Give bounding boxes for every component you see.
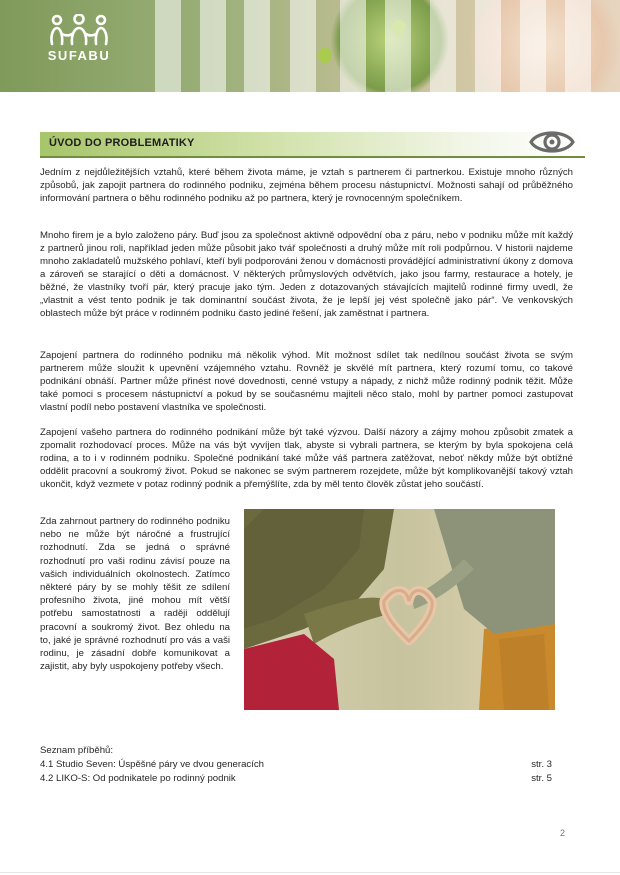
side-paragraph: Zda zahrnout partnery do rodinného podniku nebo ne může být náročné a frustrující rozhodnutí. Zda se jedná o správné rozhodnutí pro vaši rodinu závisí pouze na vašich individuálních okolnostech. Zatímco některé páry by se mohly těšit ze sdílení profesního života, jiné mohou mít větší potřebu samostatnosti a raději oddělují pracovní a soukromý život. Bez ohledu na to, jaké je správné rozhodnutí pro vás a vaši rodinu, je zásadní dobře komunikovat a zajistit, aby byly uspokojeny potřeby všech. <box>40 516 230 673</box>
footer-divider <box>0 872 620 873</box>
section-heading <box>40 132 585 158</box>
paragraph-intro: Jedním z nejdůležitějších vztahů, které během života máme, je vztah s partnerem či partnerkou. Existuje mnoho různých způsobů, jak zapojit partnera do rodinného podniku, zejména během procesu nástupnictví. Možnosti sahají od průběžného informování partnera o běhu rodinného podniku až po partnera, který je rovnocenným společníkem. <box>40 167 573 204</box>
story-label: 4.2 LIKO-S: Od podnikatele po rodinný podnik <box>40 773 236 784</box>
paragraph-couples: Mnoho firem je a bylo založeno páry. Buď jsou za společnost aktivně odpovědní oba z páru, nebo v podniku může mít každý z partnerů jinou roli, například jeden může působit jako tvář společnosti a druhý může mít roli podpůrnou. V historii najdeme mnoho zakladatelů mužského pohlaví, kteří byli podporováni ženou v domácnosti provádějící administrativní úkony z domova a zároveň se starající o děti a domácnost. V některých průmyslových odvětvích, jako jsou farmy, restaurace a hotely, je běžné, že vlastníky tvoří pár, který pracuje jako tým. Jeden z dotazovaných stávajících majitelů rodinné firmy uvedl, že „vlastnit a vést tento podnik je tak dominantní součást života, že je lepší jej vést společně jako pár“. Ve venkovských oblastech může být práce v rodinném podniku často jediné řešení, jak zaměstnat i partnera. <box>40 230 573 319</box>
page-number: 2 <box>560 828 566 838</box>
couple-heart-hands-photo <box>244 509 555 710</box>
story-page: str. 5 <box>531 773 552 784</box>
family-logo-icon <box>48 14 110 46</box>
section-title: ÚVOD DO PROBLEMATIKY <box>49 137 195 149</box>
header-banner <box>0 0 620 92</box>
sufabu-logo <box>44 14 114 63</box>
paragraph-challenges: Zapojení vašeho partnera do rodinného podnikání může být také výzvou. Další názory a zájmy mohou způsobit zmatek a zpomalit rozhodovací proces. Může na vás být vyvíjen tlak, abyste si vybrali partnera, se kterým by byla spokojena celá rodina, a to i v rodinném podniku. Společné podnikání také může váš partnera zatěžovat, neboť někdy může být obtížné oddělit pracovní a soukromý život. Pokud se nakonec se svým partnerem rozejdete, může být komplikovanější takový vztah ukončit, když vezmete v potaz rodinný podnik a přemýšlíte, zda by měl tento člověk zůstat jeho součástí. <box>40 427 573 490</box>
story-item[interactable] <box>40 773 552 786</box>
story-page: str. 3 <box>531 759 552 770</box>
eye-icon <box>528 125 576 159</box>
logo-text: SUFABU <box>47 48 111 63</box>
story-label: 4.1 Studio Seven: Úspěšné páry ve dvou generacích <box>40 759 264 770</box>
stories-title: Seznam příběhů: <box>40 745 114 756</box>
paragraph-advantages: Zapojení partnera do rodinného podniku má několik výhod. Mít možnost sdílet tak nedílnou součást života se svým partnerem může sloužit k upevnění vzájemného vztahu. Rovněž je skvělé mít partnera, který rozumí tomu, co takové podnikání obnáší. Partner může přinést nové dovednosti, cenné vstupy a nápady, z nichž může rodinný podnik těžit. Může také pomoci s procesem nástupnictví a pokud by se současnému majiteli něco stalo, mohl by partner pomoci zastupovat vlastní podíl nebo postavení vlastníka ve společnosti. <box>40 350 573 413</box>
story-item[interactable] <box>40 759 552 772</box>
